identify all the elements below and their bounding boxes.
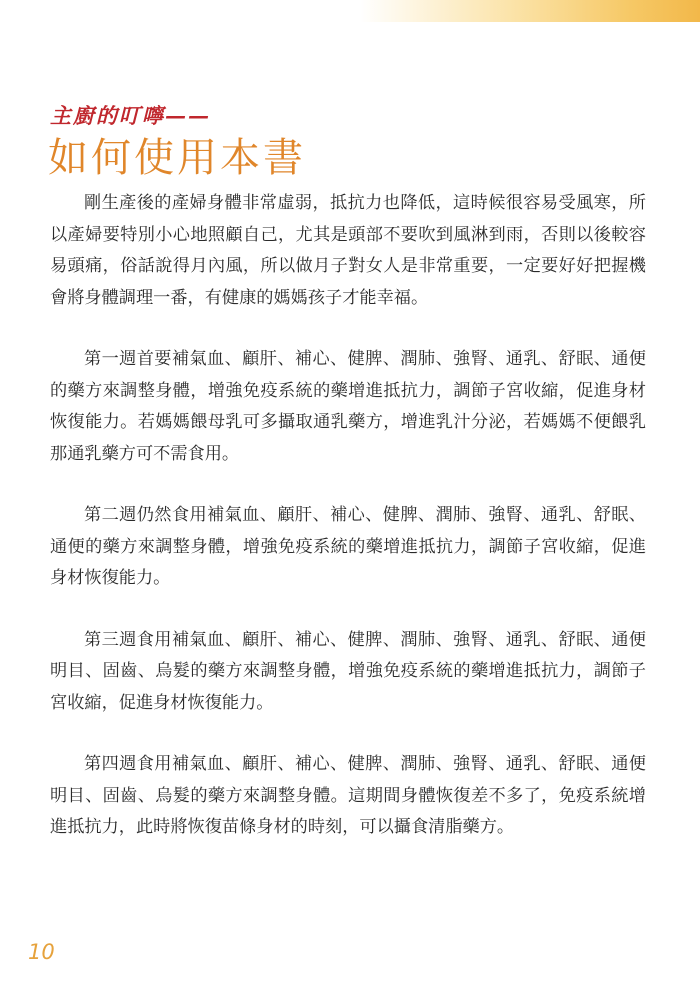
- decorative-top-band: [360, 0, 700, 22]
- paragraph-week-2: 第二週仍然食用補氣血、顧肝、補心、健脾、潤肺、強腎、通乳、舒眠、通便的藥方來調整身體，增強免疫系統的藥增進抵抗力，調節子宮收縮，促進身材恢復能力。: [50, 505, 646, 588]
- page-number: 10: [28, 940, 55, 964]
- paragraph-intro: 剛生產後的產婦身體非常虛弱，抵抗力也降低，這時候很容易受風寒，所以產婦要特別小心地照顧自己，尤其是頭部不要吹到風淋到雨，否則以後較容易頭痛，俗話說得月內風，所以做月子對女人是非常重要，一定要好好把握機會將身體調理一番，有健康的媽媽孩子才能幸福。: [50, 193, 646, 308]
- paragraph-week-3: 第三週食用補氣血、顧肝、補心、健脾、潤肺、強腎、通乳、舒眠、通便明目、固齒、烏髮的藥方來調整身體，增強免疫系統的藥增進抵抗力，調節子宮收縮，促進身材恢復能力。: [50, 629, 646, 713]
- page-title: 如何使用本書: [48, 135, 306, 181]
- paragraph-week-1: 第一週首要補氣血、顧肝、補心、健脾、潤肺、強腎、通乳、舒眠、通便的藥方來調整身體，增強免疫系統的藥增進抵抗力，調節子宮收縮，促進身材恢復能力。若媽媽餵母乳可多攝取通乳藥方，增進乳汁分泌，若媽媽不便餵乳那通乳藥方可不需食用。: [50, 349, 646, 464]
- body-text: [50, 188, 646, 874]
- chef-note-subtitle: 主廚的叮嚀——: [50, 103, 211, 128]
- paragraph-week-4: 第四週食用補氣血、顧肝、補心、健脾、潤肺、強腎、通乳、舒眠、通便明目、固齒、烏髮的藥方來調整身體。這期間身體恢復差不多了，免疫系統增進抵抗力，此時將恢復苗條身材的時刻，可以攝食清脂藥方。: [50, 754, 646, 837]
